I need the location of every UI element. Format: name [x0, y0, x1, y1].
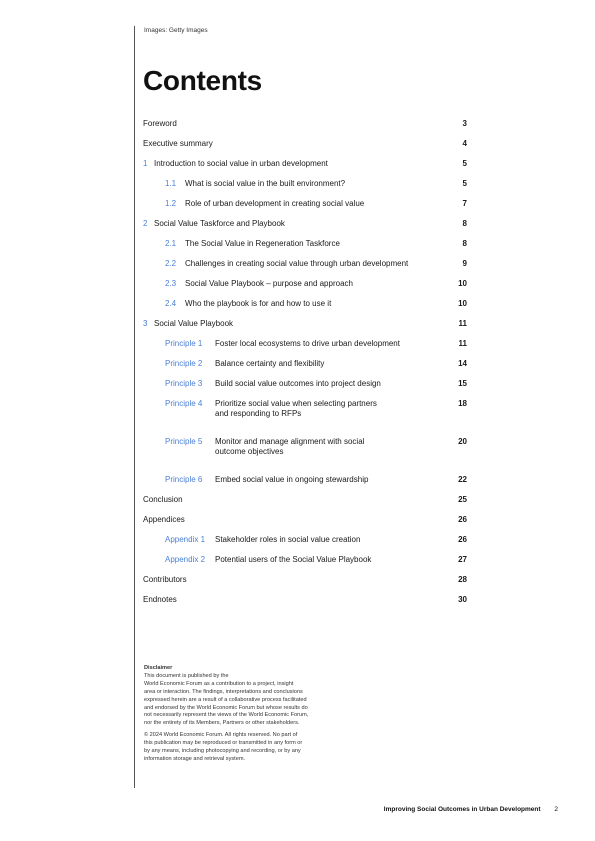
toc-entry-page: 25: [458, 495, 467, 504]
page-title: Contents: [143, 65, 262, 96]
toc-entry[interactable]: [143, 179, 467, 189]
margin-rule: [134, 26, 135, 788]
disclaimer-line: and endorsed by the World Economic Forum but whose results do: [144, 704, 308, 711]
footer-title: Improving Social Outcomes in Urban Development: [383, 806, 541, 813]
toc-entry-title-line: Executive summary: [143, 139, 213, 148]
toc-entry-number: 2.3: [165, 279, 177, 288]
toc-entry-title: [143, 575, 445, 585]
disclaimer-line: World Economic Forum as a contribution to a project, insight: [144, 680, 294, 687]
toc-entry-title-line: Who the playbook is for and how to use it: [185, 299, 332, 308]
toc-entry-title: [215, 359, 445, 369]
toc-entry-title: [185, 179, 445, 189]
toc-entry-title-line: Social Value Taskforce and Playbook: [154, 219, 285, 228]
toc-entry-title-line: Stakeholder roles in social value creation: [215, 535, 361, 544]
image-credit: Images: Getty Images: [144, 27, 208, 34]
toc-entry-title: [143, 595, 445, 605]
disclaimer-line: this publication may be reproduced or transmitted in any form or: [144, 740, 303, 747]
toc-entry-page: 14: [458, 359, 467, 368]
toc-entry-number: Principle 2: [165, 359, 203, 368]
toc-entry-number: Principle 5: [165, 437, 203, 446]
toc-entry[interactable]: [143, 379, 467, 389]
disclaimer-title: Disclaimer: [144, 665, 173, 671]
toc-entry-title: [215, 379, 445, 389]
toc-entry-page: 5: [462, 159, 467, 168]
toc-entry-title-line: Role of urban development in creating social value: [185, 199, 365, 208]
disclaimer-line: nor the entirety of its Members, Partners or other stakeholders.: [144, 720, 300, 727]
toc-entry-page: 5: [462, 179, 467, 188]
toc-entry-title: [215, 555, 445, 565]
toc-entry-page: 26: [458, 515, 467, 524]
toc-entry-page: 10: [458, 299, 467, 308]
disclaimer-line: by any means, including photocopying and recording, or by any: [144, 748, 301, 755]
toc-entry-page: 9: [462, 259, 467, 268]
toc-entry-title-line: Monitor and manage alignment with social: [215, 437, 365, 446]
toc-entry-page: 22: [458, 475, 467, 484]
table-of-contents: [143, 119, 467, 605]
disclaimer-line: © 2024 World Economic Forum. All rights reserved. No part of: [144, 732, 298, 739]
disclaimer-line: information storage and retrieval system.: [144, 755, 246, 762]
toc-entry-page: 7: [462, 199, 467, 208]
toc-entry-title-line: Embed social value in ongoing stewardship: [215, 475, 369, 484]
toc-entry[interactable]: [143, 279, 467, 289]
toc-entry-title: [154, 219, 445, 229]
toc-entry-number: Principle 6: [165, 475, 203, 484]
toc-entry-title: [185, 199, 445, 209]
toc-entry-title-line: Endnotes: [143, 595, 177, 604]
toc-entry-title-line: Potential users of the Social Value Playbook: [215, 555, 372, 564]
toc-entry[interactable]: [143, 359, 467, 369]
disclaimer-line: not necessarily represent the views of the World Economic Forum,: [144, 712, 309, 719]
toc-entry-title: [215, 399, 445, 419]
toc-entry-title: [215, 437, 445, 457]
toc-entry-title: [185, 239, 445, 249]
toc-entry-page: 3: [462, 119, 467, 128]
disclaimer-line: expressed herein are a result of a collaborative process facilitated: [144, 696, 307, 703]
toc-entry-title: [215, 535, 445, 545]
toc-entry-page: 30: [458, 595, 467, 604]
disclaimer-line: area or interaction. The findings, interpretations and conclusions: [144, 688, 303, 695]
toc-entry-page: 8: [462, 219, 467, 228]
toc-entry-title: [143, 119, 445, 129]
toc-entry-title-line: Foreword: [143, 119, 177, 128]
disclaimer: [144, 665, 369, 768]
toc-entry-title-line: Social Value Playbook – purpose and approach: [185, 279, 353, 288]
toc-entry-page: 26: [458, 535, 467, 544]
toc-entry-page: 10: [458, 279, 467, 288]
toc-entry-number: Principle 4: [165, 399, 203, 408]
toc-entry-title: [215, 339, 445, 349]
toc-entry-title-line: Conclusion: [143, 495, 183, 504]
toc-entry-title: [154, 319, 445, 329]
toc-entry-title: [185, 259, 445, 269]
toc-entry[interactable]: [143, 535, 467, 545]
toc-entry[interactable]: [143, 219, 467, 229]
toc-entry-number: 2.4: [165, 299, 177, 308]
toc-entry[interactable]: [143, 259, 467, 269]
toc-entry-number: 2.2: [165, 259, 177, 268]
toc-entry-title: [215, 475, 445, 485]
toc-entry-number: 1.1: [165, 179, 177, 188]
toc-entry[interactable]: [143, 575, 467, 585]
toc-entry-title: [154, 159, 445, 169]
toc-entry[interactable]: [143, 339, 467, 349]
toc-entry-title-line: Social Value Playbook: [154, 319, 234, 328]
toc-entry-number: 1: [143, 159, 148, 168]
toc-entry-title-line: outcome objectives: [215, 447, 284, 456]
toc-entry[interactable]: [143, 495, 467, 505]
toc-entry-title-line: Introduction to social value in urban development: [154, 159, 328, 168]
toc-entry-title-line: Balance certainty and flexibility: [215, 359, 325, 368]
toc-entry-title-line: The Social Value in Regeneration Taskforce: [185, 239, 340, 248]
toc-entry[interactable]: [143, 475, 467, 485]
toc-entry[interactable]: [143, 199, 467, 209]
toc-entry-number: 3: [143, 319, 148, 328]
toc-entry-page: 11: [458, 339, 467, 348]
toc-entry-page: 11: [458, 319, 467, 328]
toc-entry-page: 15: [458, 379, 467, 388]
toc-entry[interactable]: [143, 515, 467, 525]
toc-entry[interactable]: [143, 595, 467, 605]
toc-entry-title-line: and responding to RFPs: [215, 409, 302, 418]
toc-entry[interactable]: [143, 319, 467, 329]
copyright-text: [144, 732, 369, 764]
toc-entry-title-line: Contributors: [143, 575, 187, 584]
toc-entry-title-line: Build social value outcomes into project design: [215, 379, 381, 388]
toc-entry-page: 28: [458, 575, 467, 584]
toc-entry-page: 18: [458, 399, 467, 408]
toc-entry-number: 2: [143, 219, 148, 228]
toc-entry-number: Principle 3: [165, 379, 203, 388]
toc-entry-number: 2.1: [165, 239, 177, 248]
toc-entry[interactable]: [143, 299, 467, 309]
toc-entry-title-line: Foster local ecosystems to drive urban development: [215, 339, 400, 348]
toc-entry-title: [185, 279, 445, 289]
toc-entry-number: Appendix 2: [165, 555, 206, 564]
toc-entry-title: [185, 299, 445, 309]
toc-entry[interactable]: [143, 555, 467, 565]
page-number: 2: [554, 806, 558, 813]
toc-entry-number: 1.2: [165, 199, 177, 208]
toc-entry-page: 27: [458, 555, 467, 564]
toc-entry-title: [143, 515, 445, 525]
toc-entry[interactable]: [143, 159, 467, 169]
toc-entry-page: 8: [462, 239, 467, 248]
toc-entry-number: Principle 1: [165, 339, 203, 348]
toc-entry-title-line: Appendices: [143, 515, 185, 524]
page-footer: [384, 806, 558, 813]
toc-entry-page: 4: [462, 139, 467, 148]
toc-entry-page: 20: [458, 437, 467, 446]
toc-entry-title: [143, 139, 445, 149]
toc-entry-title-line: Challenges in creating social value through urban development: [185, 259, 409, 268]
toc-entry-title: [143, 495, 445, 505]
toc-entry[interactable]: [143, 139, 467, 149]
toc-entry[interactable]: [143, 239, 467, 249]
toc-entry[interactable]: [143, 437, 467, 457]
toc-entry-number: Appendix 1: [165, 535, 206, 544]
disclaimer-text: [144, 673, 369, 728]
disclaimer-line: This document is published by the: [144, 672, 229, 679]
toc-entry[interactable]: [143, 399, 467, 419]
toc-entry-title-line: Prioritize social value when selecting partners: [215, 399, 377, 408]
toc-entry-title-line: What is social value in the built environment?: [185, 179, 346, 188]
toc-entry[interactable]: [143, 119, 467, 129]
